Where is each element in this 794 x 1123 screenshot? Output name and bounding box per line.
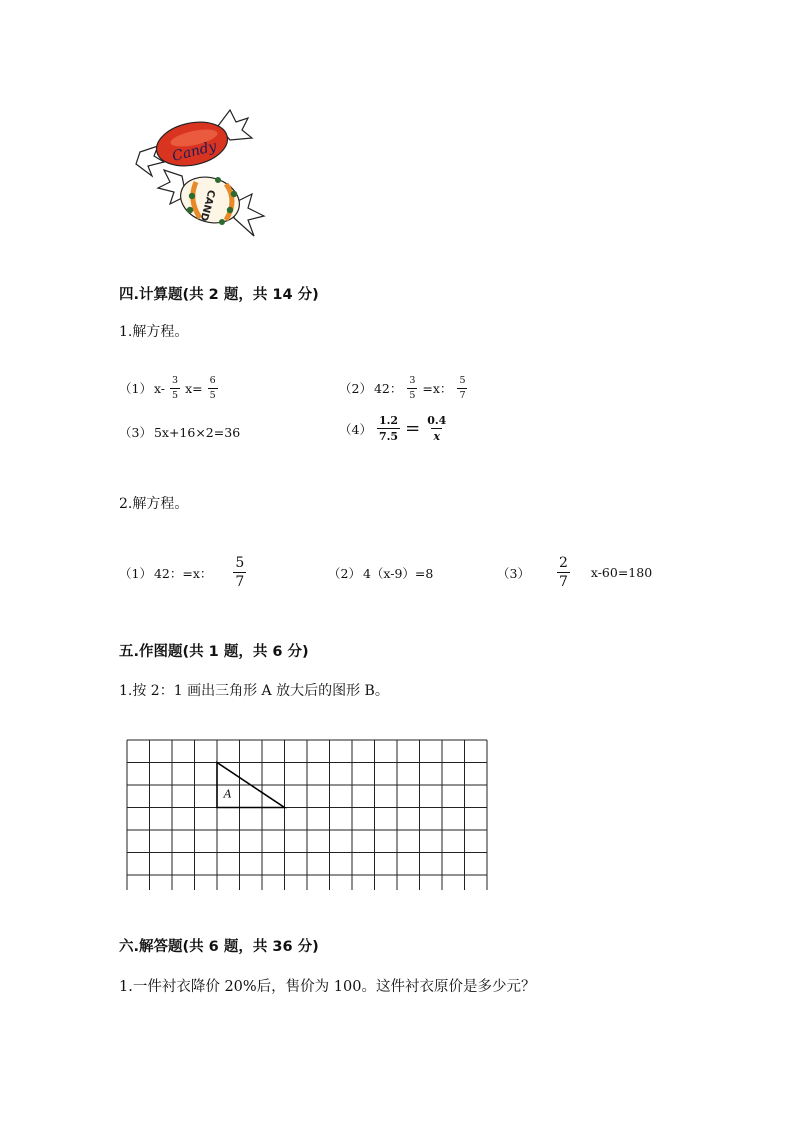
fraction: $\frac{5}{7}$ xyxy=(235,555,245,590)
section-5-title: 五.作图题(共 1 题，共 6 分) xyxy=(119,644,309,660)
equation-4-2-2: （2） 4（x-9）=8 xyxy=(328,566,434,581)
triangle-a-label: A xyxy=(223,787,232,801)
candy-illustration xyxy=(130,104,280,244)
svg-text:Candy: Candy xyxy=(170,138,219,165)
equation-4-1-4: （4） $\frac{1.2}{7.5}$ = $\frac{0.4}{x}$ xyxy=(339,414,447,443)
question-4-2-label: 2.解方程。 xyxy=(119,496,189,512)
question-5-1-label: 1.按 2：1 画出三角形 A 放大后的图形 B。 xyxy=(119,683,389,699)
fraction: $\frac{2}{7}$ xyxy=(558,555,568,590)
fraction: $\frac{5}{7}$ xyxy=(459,375,466,401)
question-6-1-label: 1.一件衬衣降价 20%后，售价为 100。这件衬衣原价是多少元？ xyxy=(119,979,536,995)
green-candy-icon xyxy=(158,170,264,236)
fraction: $\frac{1.2}{7.5}$ xyxy=(378,414,399,443)
question-4-1-label: 1.解方程。 xyxy=(119,324,189,340)
equation-4-1-3: （3） 5x+16×2=36 xyxy=(119,424,241,440)
section-6-title: 六.解答题(共 6 题，共 36 分) xyxy=(119,939,319,955)
section-4-title: 四.计算题(共 2 题，共 14 分) xyxy=(119,287,319,303)
fraction: $\frac{3}{5}$ xyxy=(172,375,179,401)
equation-4-1-2: （2） 42： $\frac{3}{5}$ =x： $\frac{5}{7}$ xyxy=(339,375,466,401)
equation-4-2-3: （3） $\frac{2}{7}$ x-60=180 xyxy=(497,555,653,590)
fraction: $\frac{3}{5}$ xyxy=(409,375,416,401)
drawing-grid xyxy=(126,739,489,890)
equation-4-1-1: （1） x- $\frac{3}{5}$ x= $\frac{6}{5}$ xyxy=(119,375,216,401)
equation-4-2-1: （1） 42：=x： $\frac{5}{7}$ xyxy=(119,555,245,590)
fraction: $\frac{0.4}{x}$ xyxy=(427,414,447,443)
fraction: $\frac{6}{5}$ xyxy=(209,375,216,401)
red-candy-icon xyxy=(136,110,252,176)
svg-text:CAND: CAND xyxy=(197,188,217,223)
